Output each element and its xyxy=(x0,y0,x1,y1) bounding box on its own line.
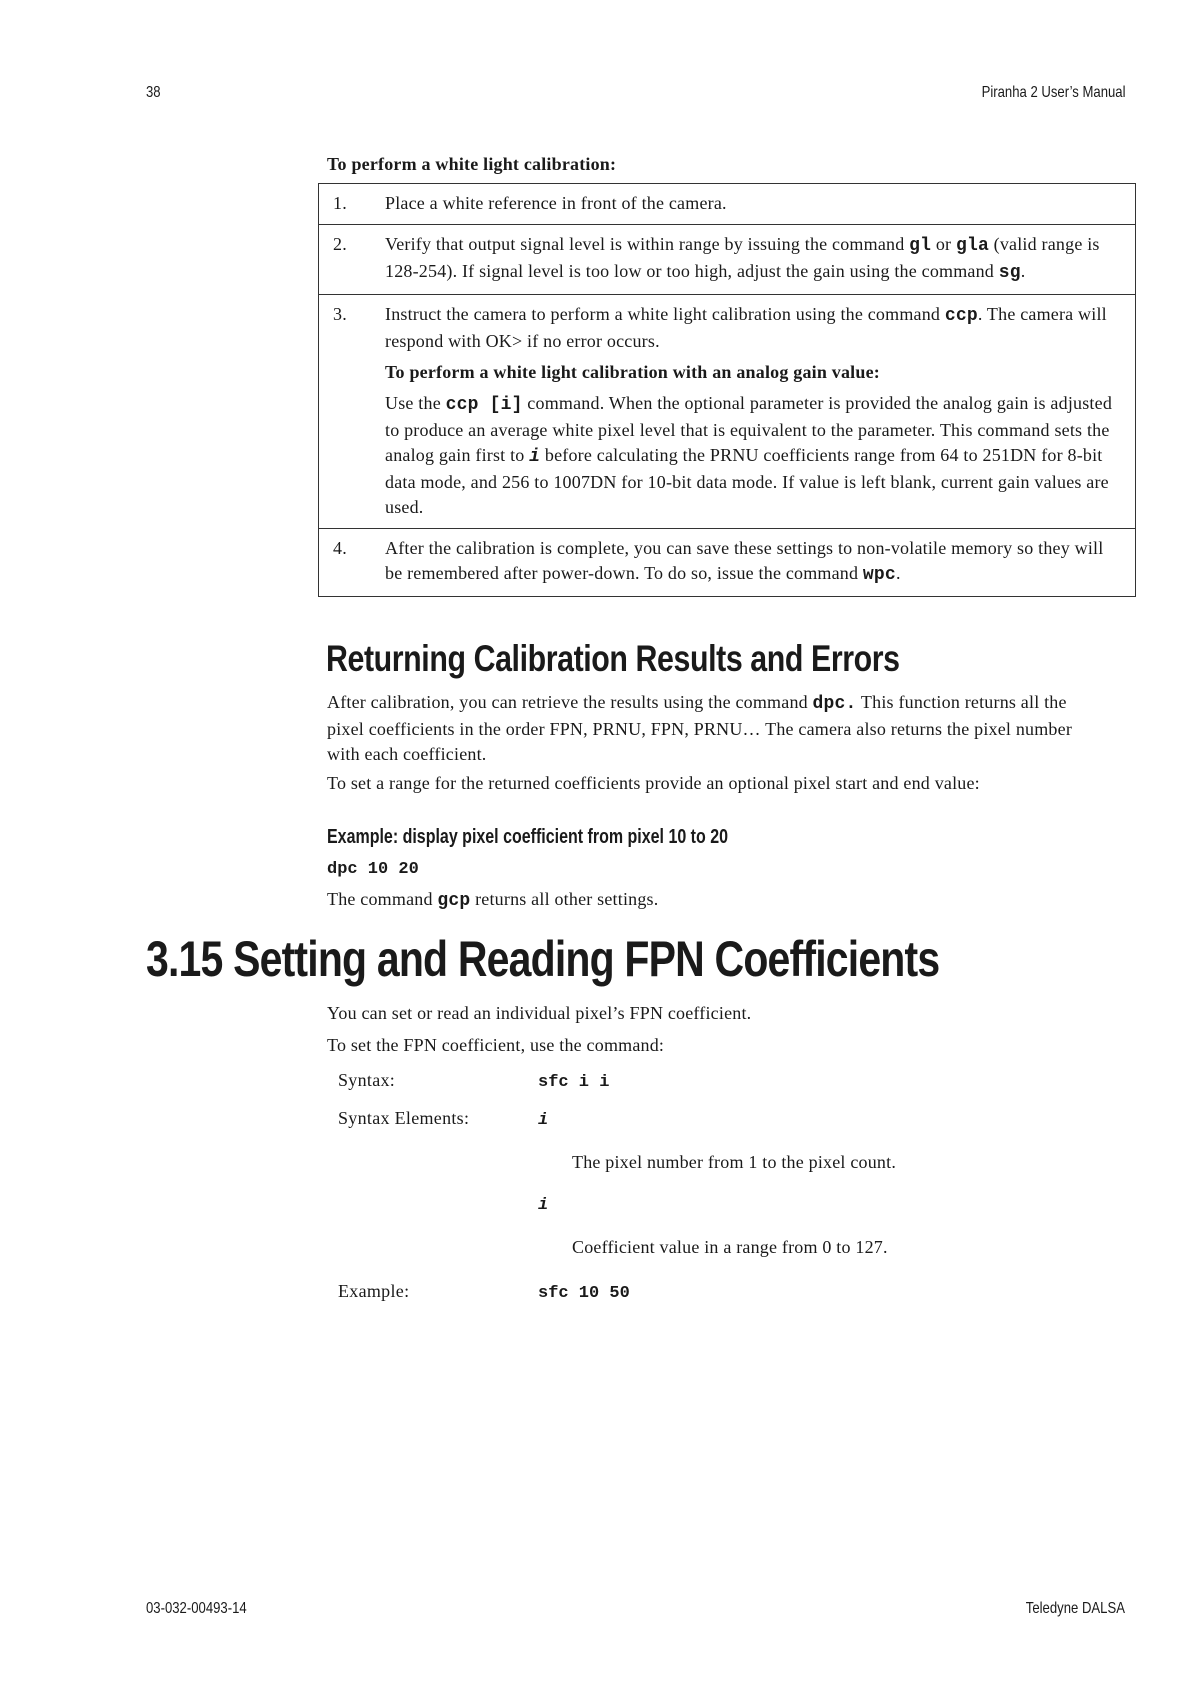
command-code: gl xyxy=(909,236,932,256)
page-number: 38 xyxy=(146,84,161,101)
paragraph: To set the FPN coefficient, use the command: xyxy=(327,1035,665,1055)
syntax-elements-label: Syntax Elements: xyxy=(338,1108,470,1128)
section-title-fpn: 3.15 Setting and Reading FPN Coefficients xyxy=(146,931,940,987)
gain-sub-heading: To perform a white light calibration with an analog gain value: xyxy=(385,362,880,382)
paragraph: After calibration, you can retrieve the results using the command dpc. This function returns all the pixel coefficients in the order FPN, PRNU, FPN, PRNU… The camera also returns the pixel number with each coefficient. xyxy=(327,692,1073,764)
parameter-code: i xyxy=(529,447,541,467)
step-number: 3. xyxy=(319,295,386,529)
syntax-element-description: Coefficient value in a range from 0 to 127. xyxy=(572,1237,888,1257)
syntax-value: sfc i i xyxy=(538,1073,610,1092)
steps-table xyxy=(318,183,1136,597)
table-row xyxy=(319,225,1136,295)
section-heading-returning: Returning Calibration Results and Errors xyxy=(326,638,900,679)
example-label: Example: xyxy=(338,1281,410,1301)
table-row xyxy=(319,529,1136,597)
table-row xyxy=(319,184,1136,225)
white-light-heading: To perform a white light calibration: xyxy=(327,154,617,174)
step-text: After the calibration is complete, you can save these settings to non-volatile memory so they will be remembered after power-down. To do so, issue the command wpc. xyxy=(385,529,1136,597)
example-code: dpc 10 20 xyxy=(327,860,419,879)
step-number: 1. xyxy=(333,193,347,213)
step-number: 4. xyxy=(319,529,386,597)
command-code: gla xyxy=(955,236,989,256)
doc-number: 03-032-00493-14 xyxy=(146,1600,247,1617)
command-code: wpc xyxy=(862,565,896,585)
step-text: Instruct the camera to perform a white light calibration using the command ccp. The camera will respond with OK> if no error occurs. To perform a white light calibration with an analog gain value: Use the ccp [i] command. When the optional parameter is provided the analog gain is adjusted to produce an average white pixel level that is equivalent to the parameter. This command sets the analog gain first to i before calculating the PRNU coefficients range from 64 to 251DN for 8-bit data mode, and 256 to 1007DN for 10-bit data mode. If value is left blank, current gain values are used. xyxy=(385,295,1136,529)
example-heading: Example: display pixel coefficient from pixel 10 to 20 xyxy=(327,826,729,848)
command-code: ccp xyxy=(944,306,978,326)
manual-title: Piranha 2 User’s Manual xyxy=(981,84,1125,101)
example-value: sfc 10 50 xyxy=(538,1284,630,1303)
syntax-element: i xyxy=(538,1111,549,1130)
step-text: Place a white reference in front of the camera. xyxy=(385,193,727,213)
table-row xyxy=(319,295,1136,529)
company-name: Teledyne DALSA xyxy=(1025,1600,1125,1617)
paragraph: You can set or read an individual pixel’s FPN coefficient. xyxy=(327,1003,752,1023)
command-code: sg xyxy=(998,263,1021,283)
paragraph: The command gcp returns all other settings. xyxy=(327,889,659,911)
syntax-element: i xyxy=(538,1196,549,1215)
command-code: ccp [i] xyxy=(445,395,523,415)
syntax-label: Syntax: xyxy=(338,1070,396,1090)
step-number: 2. xyxy=(319,225,386,295)
syntax-element-description: The pixel number from 1 to the pixel count. xyxy=(572,1152,897,1172)
command-code: gcp xyxy=(437,891,471,911)
paragraph: To set a range for the returned coefficients provide an optional pixel start and end value: xyxy=(327,773,980,793)
step-text: Verify that output signal level is within range by issuing the command gl or gla (valid range is 128-254). If signal level is too low or too high, adjust the gain using the command sg. xyxy=(385,225,1136,295)
command-code: dpc. xyxy=(812,694,857,714)
